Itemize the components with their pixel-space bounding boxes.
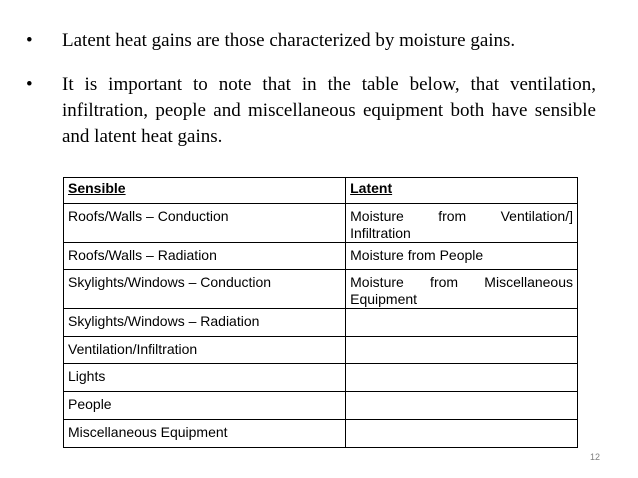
table-row (64, 270, 578, 309)
table-row (64, 204, 578, 243)
latent-cell (346, 337, 578, 364)
table-row (64, 392, 578, 420)
latent-cell: Moisture from Miscellaneous Equipment (346, 270, 578, 309)
sensible-cell: Ventilation/Infiltration (64, 337, 346, 364)
latent-cell (346, 420, 578, 448)
table-row (64, 337, 578, 364)
sensible-cell: Miscellaneous Equipment (64, 420, 346, 448)
bullet-list (26, 28, 596, 150)
latent-cell: Moisture from People (346, 243, 578, 270)
bullet-text: It is important to note that in the table below, that ventilation, infiltration, people and miscellaneous equipment both have sensible and latent heat gains. (62, 74, 596, 147)
sensible-cell: Roofs/Walls – Radiation (64, 243, 346, 270)
bullet-symbol: • (26, 30, 33, 51)
latent-cell: Moisture from Ventilation/] Infiltration (346, 204, 578, 243)
table-row (64, 420, 578, 448)
table-row (64, 243, 578, 270)
table-header-row (64, 178, 578, 204)
bullet-item (26, 28, 596, 54)
page-number: 12 (589, 452, 600, 462)
sensible-cell: Skylights/Windows – Radiation (64, 309, 346, 337)
header-latent: Latent (346, 178, 578, 204)
sensible-cell: People (64, 392, 346, 420)
sensible-cell: Lights (64, 364, 346, 392)
sensible-cell: Skylights/Windows – Conduction (64, 270, 346, 309)
latent-cell (346, 392, 578, 420)
table-row (64, 309, 578, 337)
latent-cell (346, 364, 578, 392)
table-row (64, 364, 578, 392)
bullet-item (26, 72, 596, 150)
latent-cell (346, 309, 578, 337)
bullet-symbol: • (26, 74, 33, 95)
heat-gain-table (63, 177, 578, 448)
header-sensible: Sensible (64, 178, 346, 204)
bullet-text: Latent heat gains are those characterized by moisture gains. (62, 30, 516, 51)
sensible-cell: Roofs/Walls – Conduction (64, 204, 346, 243)
